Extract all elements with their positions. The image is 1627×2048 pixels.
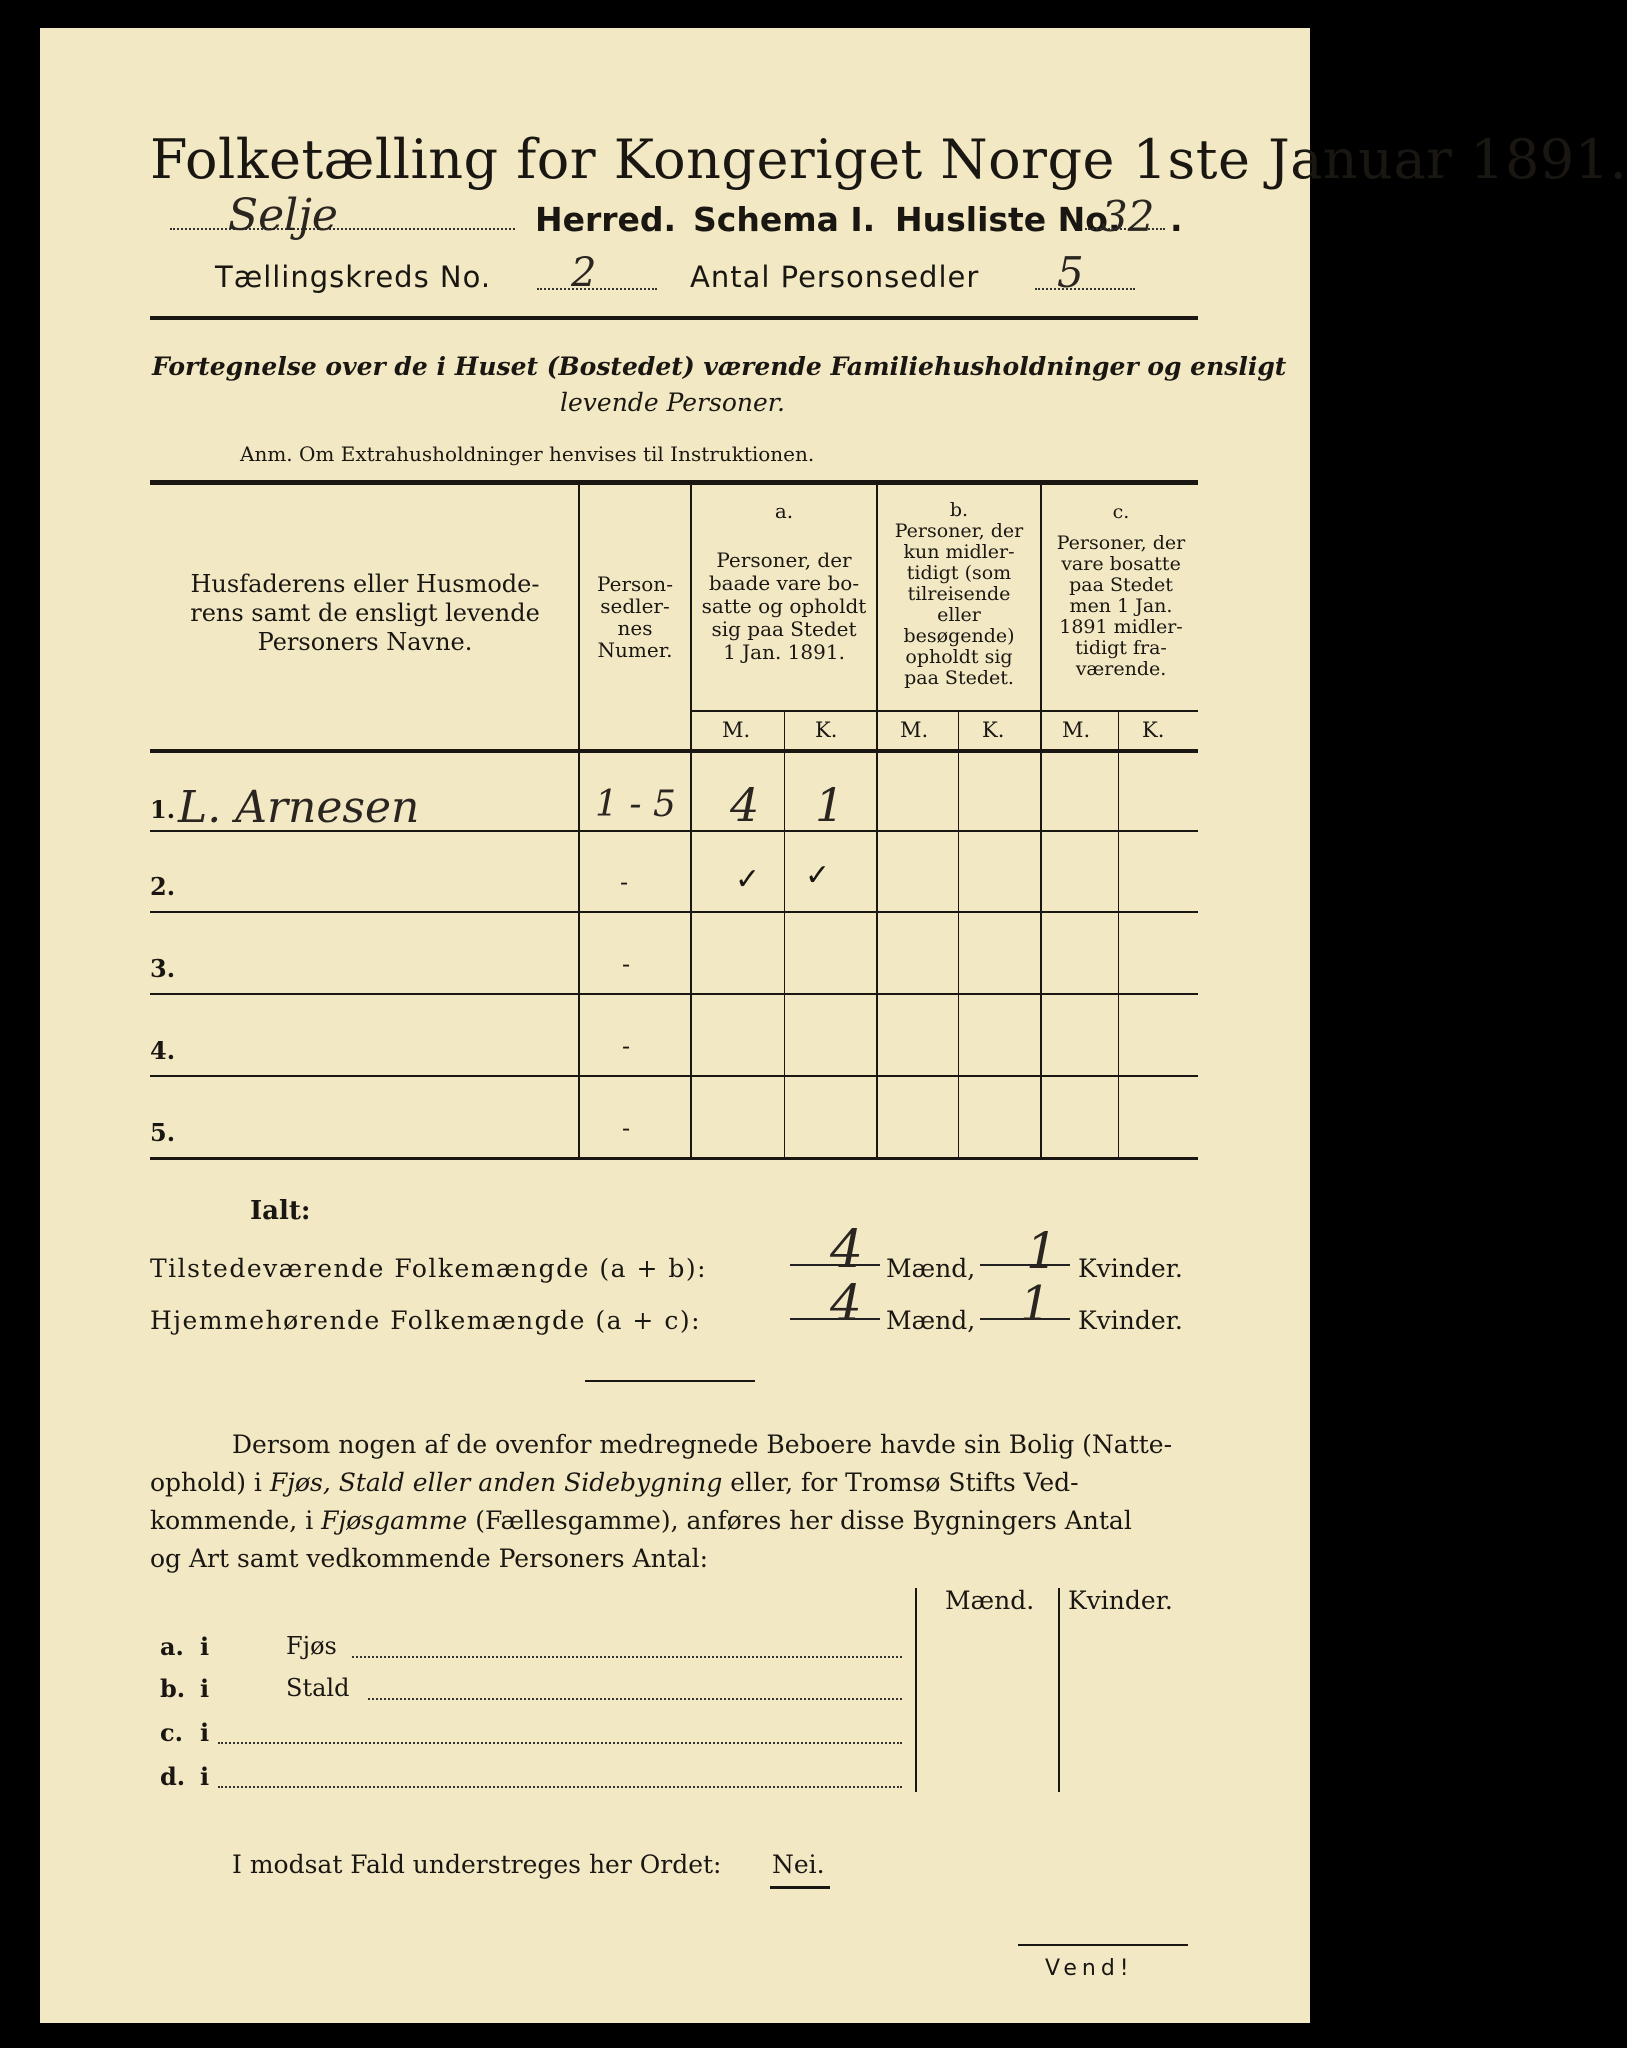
col-header-c (1042, 502, 1200, 680)
col-header-c-line: Personer, der (1056, 532, 1186, 554)
building-letter: d. (160, 1762, 186, 1791)
row-numer: - (620, 868, 629, 896)
building-i: i (200, 1632, 210, 1661)
col-divider-a-mk (784, 712, 785, 1157)
col-header-a-line: sig paa Stedet (711, 617, 857, 641)
hjemmehorende-kvinder: 1 (1020, 1276, 1051, 1332)
buildings-para-line-2 (150, 1468, 1079, 1497)
col-header-a-letter: a. (774, 499, 794, 523)
kreds-field (537, 250, 657, 296)
husliste-value: 32 (1101, 192, 1155, 241)
col-header-c-line: men 1 Jan. (1069, 595, 1173, 617)
col-header-numer-line: sedler- (600, 594, 670, 618)
building-dotted-line (368, 1698, 902, 1700)
building-dotted-line (218, 1742, 902, 1744)
row-numer: 1 - 5 (595, 784, 676, 825)
row-rule (150, 993, 1198, 995)
a-m-label: M. (722, 718, 751, 742)
row-numer: - (622, 1114, 631, 1142)
col-divider-b-mk (958, 712, 959, 1157)
col-header-b-letter: b. (949, 499, 969, 521)
buildings-para-line-1: Dersom nogen af de ovenfor medregnede Beboere havde sin Bolig (Natte- (232, 1430, 1173, 1459)
col-header-b-line: tilreisende (907, 583, 1011, 605)
row-number: 1. (150, 795, 176, 824)
col-header-c-line: paa Stedet (1069, 574, 1173, 596)
c-k-label: K. (1142, 718, 1165, 742)
buildings-col-divider (915, 1588, 917, 1792)
building-letter: c. (160, 1718, 183, 1747)
building-label: Stald (286, 1674, 350, 1702)
tilstedevaerende-kvinder: 1 (1026, 1222, 1058, 1280)
b-m-label: M. (900, 718, 929, 742)
building-dotted-line (352, 1656, 902, 1658)
header-divider (150, 316, 1198, 320)
row-rule (150, 911, 1198, 913)
herred-label: Herred. (535, 200, 677, 239)
row-a-m: 4 (730, 778, 760, 832)
anm-note: Anm. Om Extrahusholdninger henvises til Instruktionen. (240, 442, 815, 466)
personsedler-label: Antal Personsedler (690, 260, 980, 294)
col-header-b (878, 500, 1040, 689)
husliste-field (1085, 192, 1165, 241)
section-divider (585, 1380, 755, 1382)
hjemmehorende-maend: 4 (830, 1274, 862, 1332)
col-header-b-line: eller (937, 604, 981, 626)
col-header-c-line: værende. (1075, 658, 1167, 680)
census-form-page (40, 28, 1310, 2023)
col-header-c-line: vare bosatte (1061, 553, 1181, 575)
ialt-label: Ialt: (250, 1196, 311, 1226)
hjemmehorende-label: Hjemmehørende Folkemængde (a + c): (150, 1306, 701, 1335)
col-divider-c-mk (1118, 712, 1119, 1157)
row-numer: - (622, 1032, 631, 1060)
col-header-b-line: opholdt sig (905, 646, 1013, 668)
row-numer: - (622, 950, 631, 978)
row-rule (150, 1075, 1198, 1077)
tilstedevaerende-maend: 4 (830, 1220, 864, 1280)
row-a-k: ✓ (805, 858, 831, 893)
buildings-col-kvinder: Kvinder. (1068, 1586, 1173, 1615)
tilstedevaerende-kvinder-field (980, 1222, 1070, 1280)
form-title: Folketælling for Kongeriget Norge 1ste Januar 1891. (150, 128, 1627, 191)
husliste-period: . (1170, 200, 1183, 239)
row-a-m: ✓ (735, 862, 761, 897)
buildings-para-text: (Fællesgamme), anføres her disse Bygningers Antal (467, 1506, 1132, 1535)
maend-label: Mænd, (886, 1306, 976, 1335)
kreds-label: Tællingskreds No. (215, 260, 492, 294)
tilstedevaerende-label: Tilstedeværende Folkemængde (a + b): (150, 1254, 708, 1283)
hjemmehorende-kvinder-field (980, 1276, 1070, 1332)
intro-line-2: levende Personer. (560, 388, 785, 417)
col-header-a-line: 1 Jan. 1891. (723, 640, 845, 664)
buildings-para-italic: Fjøs, Stald eller anden Sidebygning (269, 1468, 723, 1497)
herred-value: Selje (228, 190, 338, 241)
col-header-names-line: rens samt de ensligt levende (190, 599, 540, 627)
row-number: 3. (150, 954, 176, 983)
col-header-numer-line: Numer. (597, 638, 673, 662)
building-i: i (200, 1762, 210, 1791)
modsat-label: I modsat Fald understreges her Ordet: (232, 1850, 722, 1879)
buildings-col-maend: Mænd. (945, 1586, 1035, 1615)
buildings-para-text: eller, for Tromsø Stifts Ved- (722, 1468, 1079, 1497)
mk-header-rule (692, 710, 1198, 712)
col-header-numer-line: Person- (597, 572, 673, 596)
kreds-value: 2 (571, 250, 597, 296)
col-header-b-line: kun midler- (903, 541, 1015, 563)
building-i: i (200, 1674, 210, 1703)
buildings-col-divider (1058, 1588, 1060, 1792)
hjemmehorende-maend-field (790, 1274, 880, 1332)
col-header-a-line: satte og opholdt (701, 594, 867, 618)
kvinder-label: Kvinder. (1078, 1306, 1183, 1335)
nei-word: Nei. (772, 1850, 825, 1879)
col-header-numer (580, 573, 690, 661)
nei-underline (770, 1886, 830, 1889)
col-header-b-line: paa Stedet. (904, 667, 1014, 689)
herred-field (170, 190, 515, 241)
col-header-c-line: 1891 midler- (1059, 616, 1183, 638)
row-number: 2. (150, 872, 176, 901)
building-letter: b. (160, 1674, 186, 1703)
table-bottom-rule (150, 1157, 1198, 1160)
col-header-a (692, 500, 876, 664)
buildings-para-text: kommende, i (150, 1506, 322, 1535)
c-m-label: M. (1062, 718, 1091, 742)
schema-label: Schema I. (693, 200, 876, 239)
col-header-b-line: besøgende) (903, 625, 1015, 647)
building-label: Fjøs (286, 1632, 337, 1660)
vend-rule (1018, 1944, 1188, 1946)
col-header-names-line: Personers Navne. (257, 628, 473, 656)
buildings-para-line-3 (150, 1506, 1132, 1535)
col-header-names-line: Husfaderens eller Husmode- (190, 570, 540, 598)
buildings-para-text: ophold) i (150, 1468, 270, 1497)
col-header-c-letter: c. (1112, 501, 1130, 523)
col-header-b-line: tidigt (som (906, 562, 1012, 584)
building-letter: a. (160, 1632, 184, 1661)
kvinder-label: Kvinder. (1078, 1254, 1183, 1283)
col-header-numer-line: nes (617, 616, 653, 640)
intro-line-1: Fortegnelse over de i Huset (Bostedet) værende Familiehusholdninger og ensligt (152, 352, 1287, 381)
building-i: i (200, 1718, 210, 1747)
col-header-b-line: Personer, der (894, 520, 1024, 542)
col-header-c-line: tidigt fra- (1075, 637, 1167, 659)
col-header-names (152, 570, 578, 657)
personsedler-value: 5 (1057, 248, 1084, 297)
a-k-label: K. (815, 718, 838, 742)
row-name: L. Arnesen (178, 782, 420, 833)
row-number: 5. (150, 1118, 176, 1147)
row-a-k: 1 (815, 778, 845, 832)
row-number: 4. (150, 1036, 176, 1065)
building-dotted-line (218, 1786, 902, 1788)
b-k-label: K. (982, 718, 1005, 742)
buildings-para-italic: Fjøsgamme (321, 1506, 468, 1535)
vend-label: Vend! (1045, 1956, 1134, 1981)
personsedler-field (1035, 248, 1135, 297)
buildings-para-line-4: og Art samt vedkommende Personers Antal: (150, 1544, 709, 1573)
maend-label: Mænd, (886, 1254, 976, 1283)
tilstedevaerende-maend-field (790, 1220, 880, 1280)
husliste-label: Husliste No. (895, 200, 1121, 239)
col-header-a-line: baade vare bo- (708, 571, 860, 595)
col-header-a-line: Personer, der (716, 548, 852, 572)
